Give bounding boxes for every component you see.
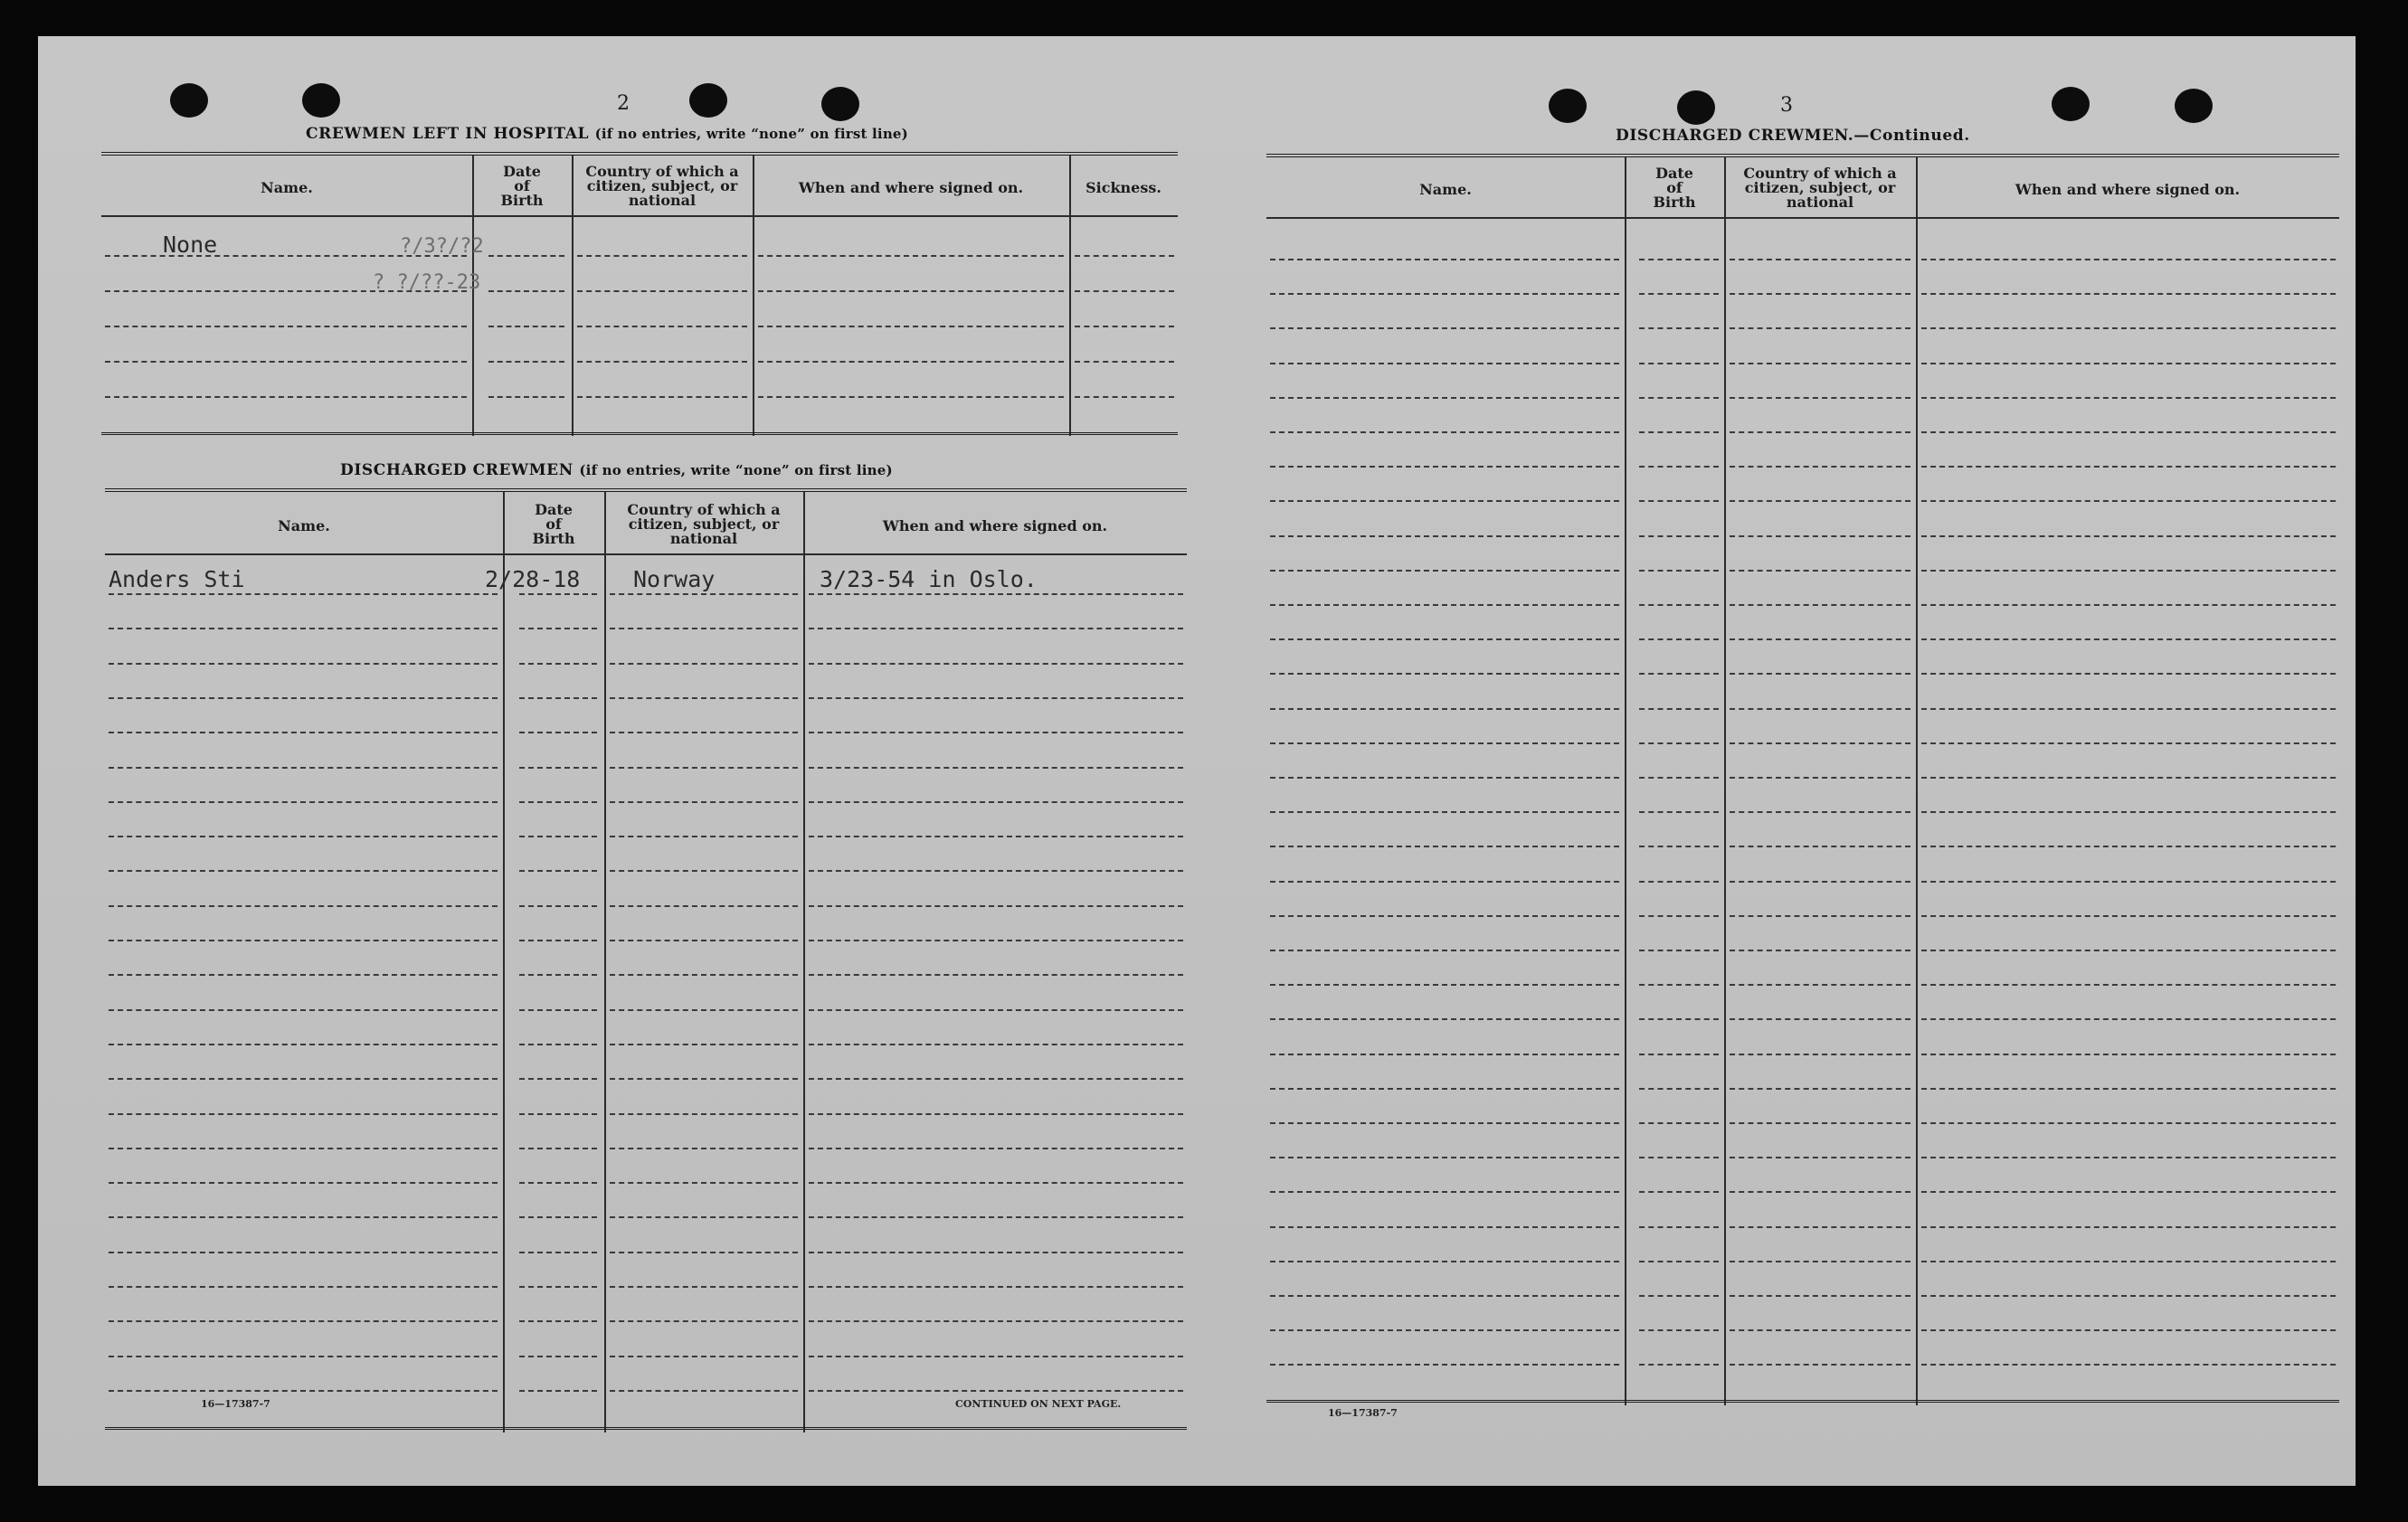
ruled-line [1075,326,1174,327]
ruled-line [1639,1191,1719,1193]
ruled-line [610,940,798,941]
ruled-line [1921,466,2336,468]
hospital-entry-name: None [163,232,218,258]
page-number-right: 3 [1780,94,1793,117]
ruled-line [109,732,498,733]
ruled-line [610,1216,798,1218]
ruled-line [809,1182,1183,1184]
ruled-line [519,1113,597,1115]
ruled-line [1270,846,1619,847]
form-number-left: 16—17387-7 [201,1398,270,1410]
column-header-dob: Date of Birth [1653,165,1696,211]
discharged-title-note: (if no entries, write “none” on first line) [579,462,893,478]
discharged-title-text: DISCHARGED CREWMEN [340,461,574,479]
ruled-line [610,870,798,872]
ruled-line [1639,327,1719,329]
ruled-line [1270,638,1619,640]
ruled-line [1270,397,1619,399]
column-header-sickness: Sickness. [1085,179,1161,196]
ruled-line [1730,811,1910,813]
ruled-line [1639,881,1719,883]
ruled-line [610,836,798,837]
ruled-line [519,593,597,595]
ruled-line [519,732,597,733]
ruled-line [519,697,597,699]
ruled-line [1270,1364,1619,1366]
column-header-dob: Date of Birth [532,501,575,547]
ruled-line [1270,915,1619,917]
ruled-line [1270,363,1619,364]
ruled-line [1921,327,2336,329]
ruled-line [1730,1157,1910,1158]
ruled-line [105,255,467,257]
ruled-line [577,255,747,257]
column-header-country: Country of which a citizen, subject, or national [627,501,781,547]
ruled-line [1730,466,1910,468]
ruled-line [519,663,597,665]
ruled-line [1730,915,1910,917]
ruled-line [610,801,798,803]
ruled-line [1639,1018,1719,1020]
ruled-line [109,1044,498,1045]
discharged-table-right [1266,154,2339,1405]
ruled-line [610,905,798,907]
ruled-line [1730,638,1910,640]
ruled-line [610,1356,798,1357]
ruled-line [809,1356,1183,1357]
ruled-line [1921,1054,2336,1055]
ruled-line [519,940,597,941]
ruled-line [1921,673,2336,675]
discharged-entry-signed-on: 3/23-54 in Oslo. [820,566,1038,592]
ruled-line [109,1182,498,1184]
ruled-line [519,628,597,629]
ruled-line [1921,742,2336,744]
ruled-line [519,1044,597,1045]
ruled-line [105,290,467,292]
ruled-line [758,326,1064,327]
ruled-line [1730,500,1910,502]
ruled-line [809,767,1183,769]
ruled-line [809,1216,1183,1218]
ruled-line [809,1286,1183,1288]
ruled-line [1270,777,1619,779]
ruled-line [109,1113,498,1115]
ruled-line [1921,984,2336,986]
ruled-line [1921,881,2336,883]
ruled-line [1270,1157,1619,1158]
ruled-line [1270,327,1619,329]
ruled-line [519,1356,597,1357]
ruled-line [1921,535,2336,537]
ruled-line [1639,500,1719,502]
ruled-line [1730,363,1910,364]
ruled-line [519,836,597,837]
ruled-line [1639,1054,1719,1055]
ruled-line [610,1390,798,1392]
ruled-line [488,290,564,292]
ruled-line [610,1182,798,1184]
ruled-line [577,326,747,327]
ruled-line [1921,431,2336,433]
ruled-line [1270,673,1619,675]
ruled-line [519,1390,597,1392]
ruled-line [1730,777,1910,779]
discharged-section-title [340,461,893,479]
ruled-line [809,1009,1183,1011]
ruled-line [109,593,498,595]
ruled-line [1270,466,1619,468]
ruled-line [1730,431,1910,433]
document-sheet [38,36,2356,1486]
ruled-line [809,1148,1183,1149]
ruled-line [1639,363,1719,364]
ruled-line [519,1286,597,1288]
ruled-line [1730,846,1910,847]
ruled-line [519,1320,597,1322]
ruled-line [809,974,1183,976]
ruled-line [109,1286,498,1288]
ruled-line [1639,570,1719,572]
hospital-section-title [306,125,908,143]
ruled-line [1730,881,1910,883]
ruled-line [1730,950,1910,951]
ruled-line [519,1009,597,1011]
ruled-line [1921,1122,2336,1124]
page-number-left: 2 [617,92,630,115]
ruled-line [1639,811,1719,813]
ruled-line [1921,1088,2336,1090]
ruled-line [109,1216,498,1218]
ruled-line [519,1216,597,1218]
ruled-line [758,255,1064,257]
ruled-line [488,326,564,327]
ruled-line [809,732,1183,733]
discharged-table-left [105,488,1187,1432]
ruled-line [1921,915,2336,917]
hospital-title-note: (if no entries, write “none” on first line) [594,126,908,142]
ruled-line [1270,293,1619,295]
ruled-line [610,663,798,665]
punch-hole-icon [2175,89,2213,123]
ruled-line [1639,1261,1719,1262]
ruled-line [1921,777,2336,779]
ruled-line [109,905,498,907]
right-section-title: DISCHARGED CREWMEN.—Continued. [1616,127,1970,145]
ruled-line [1639,673,1719,675]
ruled-line [1639,604,1719,606]
ruled-line [1730,327,1910,329]
ruled-line [1730,1122,1910,1124]
ruled-line [1921,811,2336,813]
ruled-line [1639,259,1719,260]
ruled-line [809,663,1183,665]
ruled-line [809,1113,1183,1115]
ruled-line [1921,1261,2336,1262]
ruled-line [1270,1088,1619,1090]
column-header-signed-on: When and where signed on. [798,179,1024,196]
ruled-line [1639,777,1719,779]
ruled-line [1270,1122,1619,1124]
ruled-line [1921,1226,2336,1228]
ruled-line [809,697,1183,699]
ruled-line [109,1009,498,1011]
ruled-line [1639,466,1719,468]
column-header-name: Name. [1419,181,1472,198]
ruled-line [1075,361,1174,363]
ruled-line [1730,742,1910,744]
ruled-line [1270,604,1619,606]
ruled-line [109,1320,498,1322]
ruled-line [1270,500,1619,502]
ruled-line [577,396,747,398]
punch-hole-icon [689,83,727,118]
ruled-line [1730,673,1910,675]
ruled-line [109,870,498,872]
ruled-line [1075,396,1174,398]
ruled-line [809,1078,1183,1080]
ruled-line [610,1113,798,1115]
ruled-line [1921,846,2336,847]
column-header-signed-on: When and where signed on. [882,517,1108,534]
ruled-line [1639,535,1719,537]
ruled-line [519,1182,597,1184]
ruled-line [809,1320,1183,1322]
ruled-line [1730,1329,1910,1331]
ruled-line [1921,570,2336,572]
ruled-line [105,326,467,327]
ruled-line [758,361,1064,363]
ruled-line [809,593,1183,595]
ruled-line [109,974,498,976]
ruled-line [109,1356,498,1357]
ruled-line [610,974,798,976]
ruled-line [488,255,564,257]
ruled-line [519,1148,597,1149]
hospital-entry-faint: ? ?/??-23 [373,271,481,294]
ruled-line [488,396,564,398]
ruled-line [610,1286,798,1288]
ruled-line [109,663,498,665]
ruled-line [1075,290,1174,292]
hospital-entry-faint: ?/3?/?2 [400,235,484,258]
discharged-entry-country: Norway [633,566,716,592]
ruled-line [109,801,498,803]
ruled-line [519,870,597,872]
ruled-line [1270,881,1619,883]
ruled-line [1730,570,1910,572]
ruled-line [809,628,1183,629]
ruled-line [109,628,498,629]
ruled-line [1921,950,2336,951]
ruled-line [1639,846,1719,847]
punch-hole-icon [302,83,340,118]
ruled-line [1921,1018,2336,1020]
ruled-line [109,836,498,837]
ruled-line [1730,259,1910,260]
ruled-line [1730,1191,1910,1193]
ruled-line [1730,397,1910,399]
column-header-name: Name. [261,179,313,196]
ruled-line [1921,1157,2336,1158]
ruled-line [1270,950,1619,951]
ruled-line [1270,1054,1619,1055]
punch-hole-icon [2052,87,2090,121]
punch-hole-icon [1549,89,1587,123]
punch-hole-icon [170,83,208,118]
ruled-line [109,697,498,699]
ruled-line [109,1078,498,1080]
ruled-line [1921,397,2336,399]
ruled-line [577,290,747,292]
ruled-line [1639,708,1719,710]
ruled-line [1921,1364,2336,1366]
ruled-line [519,801,597,803]
ruled-line [610,1148,798,1149]
ruled-line [1639,293,1719,295]
ruled-line [610,1252,798,1253]
ruled-line [1270,1191,1619,1193]
ruled-line [610,697,798,699]
ruled-line [809,1252,1183,1253]
ruled-line [610,732,798,733]
punch-hole-icon [1677,90,1715,125]
ruled-line [1730,984,1910,986]
ruled-line [610,593,798,595]
ruled-line [1270,1018,1619,1020]
ruled-line [1730,1018,1910,1020]
ruled-line [1270,1226,1619,1228]
ruled-line [610,1320,798,1322]
ruled-line [1921,500,2336,502]
ruled-line [109,1390,498,1392]
ruled-line [1730,1364,1910,1366]
ruled-line [1639,984,1719,986]
ruled-line [109,1148,498,1149]
ruled-line [1270,984,1619,986]
column-header-country: Country of which a citizen, subject, or national [585,163,739,209]
continued-note: CONTINUED ON NEXT PAGE. [955,1398,1122,1410]
ruled-line [1270,1261,1619,1262]
ruled-line [1639,1364,1719,1366]
ruled-line [577,361,747,363]
ruled-line [1270,1329,1619,1331]
ruled-line [488,361,564,363]
discharged-entry-name: Anders Sti [109,566,245,592]
ruled-line [1639,1295,1719,1297]
ruled-line [809,1044,1183,1045]
ruled-line [105,396,467,398]
ruled-line [519,905,597,907]
column-header-country: Country of which a citizen, subject, or national [1743,165,1897,211]
ruled-line [1639,1329,1719,1331]
ruled-line [1639,1122,1719,1124]
ruled-line [1730,1088,1910,1090]
ruled-line [1270,259,1619,260]
ruled-line [1921,259,2336,260]
ruled-line [1639,950,1719,951]
ruled-line [1639,431,1719,433]
ruled-line [109,940,498,941]
ruled-line [1730,1226,1910,1228]
ruled-line [809,905,1183,907]
ruled-line [1639,1226,1719,1228]
ruled-line [809,940,1183,941]
column-header-name: Name. [278,517,330,534]
ruled-line [1270,570,1619,572]
ruled-line [809,870,1183,872]
ruled-line [758,290,1064,292]
ruled-line [1075,255,1174,257]
ruled-line [1639,742,1719,744]
ruled-line [519,1252,597,1253]
ruled-line [809,836,1183,837]
ruled-line [1639,1157,1719,1158]
ruled-line [1639,397,1719,399]
ruled-line [809,1390,1183,1392]
ruled-line [109,767,498,769]
column-header-dob: Date of Birth [500,163,544,209]
ruled-line [1639,638,1719,640]
ruled-line [1921,1329,2336,1331]
ruled-line [610,1078,798,1080]
ruled-line [809,801,1183,803]
hospital-table [101,152,1178,436]
ruled-line [1270,535,1619,537]
ruled-line [1730,1054,1910,1055]
ruled-line [1921,1191,2336,1193]
ruled-line [1921,708,2336,710]
ruled-line [1730,535,1910,537]
ruled-line [610,628,798,629]
hospital-title-text: CREWMEN LEFT IN HOSPITAL [306,125,590,143]
ruled-line [610,1009,798,1011]
ruled-line [610,1044,798,1045]
punch-hole-icon [821,87,859,121]
discharged-entry-dob: 2/28-18 [485,566,581,592]
ruled-line [1921,363,2336,364]
ruled-line [1730,1261,1910,1262]
ruled-line [1270,431,1619,433]
ruled-line [1921,1295,2336,1297]
ruled-line [109,1252,498,1253]
ruled-line [1639,1088,1719,1090]
ruled-line [1730,604,1910,606]
ruled-line [1270,708,1619,710]
ruled-line [1639,915,1719,917]
ruled-line [105,361,467,363]
ruled-line [1270,742,1619,744]
ruled-line [610,767,798,769]
ruled-line [1921,293,2336,295]
ruled-line [1921,604,2336,606]
ruled-line [758,396,1064,398]
ruled-line [519,1078,597,1080]
column-header-signed-on: When and where signed on. [2015,181,2241,198]
ruled-line [1270,1295,1619,1297]
ruled-line [1730,293,1910,295]
ruled-line [1730,708,1910,710]
ruled-line [1730,1295,1910,1297]
ruled-line [519,767,597,769]
ruled-line [1921,638,2336,640]
ruled-line [519,974,597,976]
ruled-line [1270,811,1619,813]
form-number-right: 16—17387-7 [1328,1407,1398,1419]
